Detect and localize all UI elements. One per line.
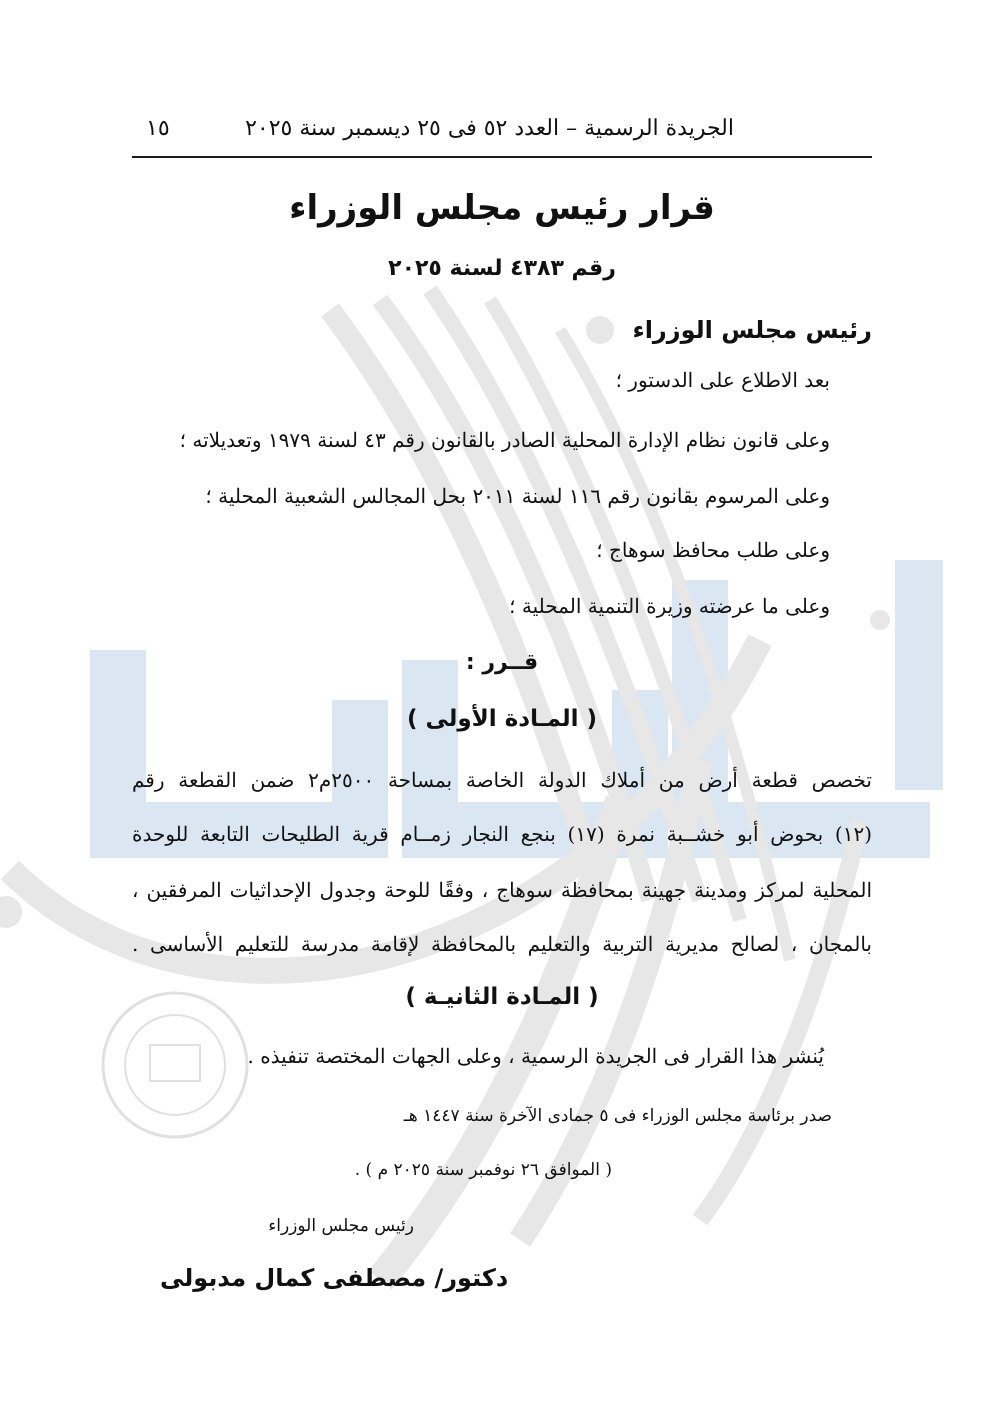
preamble-line: وعلى قانون نظام الإدارة المحلية الصادر بالقانون رقم ٤٣ لسنة ١٩٧٩ وتعديلاته ؛	[179, 428, 830, 452]
signatory-name: دكتور/ مصطفى كمال مدبولى	[160, 1264, 509, 1292]
article-1-heading: ( المـادة الأولى )	[406, 706, 598, 732]
article-1-line: بالمجان ، لصالح مديرية التربية والتعليم بالمحافظة لإقامة مدرسة للتعليم الأساسى .	[132, 932, 872, 956]
preamble-line: بعد الاطلاع على الدستور ؛	[615, 368, 830, 392]
article-2-heading: ( المـادة الثانيـة )	[405, 984, 599, 1010]
preamble-line: وعلى ما عرضته وزيرة التنمية المحلية ؛	[509, 594, 830, 618]
issued-date-gregorian: ( الموافق ٢٦ نوفمبر سنة ٢٠٢٥ م ) .	[354, 1160, 612, 1180]
gazette-issue-title: الجريدة الرسمية – العدد ٥٢ فى ٢٥ ديسمبر سنة ٢٠٢٥	[245, 116, 734, 141]
watermark-dot	[870, 610, 890, 630]
watermark-swoosh	[380, 800, 620, 1280]
watermark-seal	[103, 993, 247, 1137]
page-number: ١٥	[146, 116, 170, 141]
watermark-swoosh	[10, 640, 760, 971]
issued-date-hijri: صدر برئاسة مجلس الوزراء فى ٥ جمادى الآخرة سنة ١٤٤٧ هـ	[403, 1106, 832, 1126]
watermark-seal-inner	[125, 1015, 225, 1115]
article-1-line: المحلية لمركز ومدينة جهينة بمحافظة سوهاج ، وفقًا للوحة وجدول الإحداثيات المرفقين ،	[132, 878, 872, 902]
issuer-heading: رئيس مجلس الوزراء	[632, 316, 872, 344]
article-2-text: يُنشر هذا القرار فى الجريدة الرسمية ، وعلى الجهات المختصة تنفيذه .	[247, 1044, 824, 1068]
preamble-line: وعلى طلب محافظ سوهاج ؛	[596, 538, 830, 562]
page-header	[132, 112, 872, 158]
watermark-swoosh	[560, 330, 790, 960]
article-1-line: (١٢) بحوض أبو خشــبة نمرة (١٧) بنجع النجار زمــام قرية الطليحات التابعة للوحدة	[132, 822, 872, 846]
watermark-dot	[586, 316, 614, 344]
watermark-bar	[895, 560, 943, 790]
article-1-line: تخصص قطعة أرض من أملاك الدولة الخاصة بمساحة ٢٥٠٠م٢ ضمن القطعة رقم	[132, 768, 872, 792]
watermark-dot	[0, 896, 22, 928]
watermark-letter-stroke	[430, 660, 640, 830]
signatory-title: رئيس مجلس الوزراء	[268, 1216, 414, 1236]
watermark-seal-building	[150, 1045, 200, 1081]
decided-label: قــرر :	[465, 650, 539, 675]
decree-number: رقم ٤٣٨٣ لسنة ٢٠٢٥	[388, 256, 616, 281]
watermark-letter-stroke	[118, 650, 360, 830]
decree-title: قرار رئيس مجلس الوزراء	[289, 188, 715, 228]
preamble-line: وعلى المرسوم بقانون رقم ١١٦ لسنة ٢٠١١ بحل المجالس الشعبية المحلية ؛	[205, 484, 830, 508]
